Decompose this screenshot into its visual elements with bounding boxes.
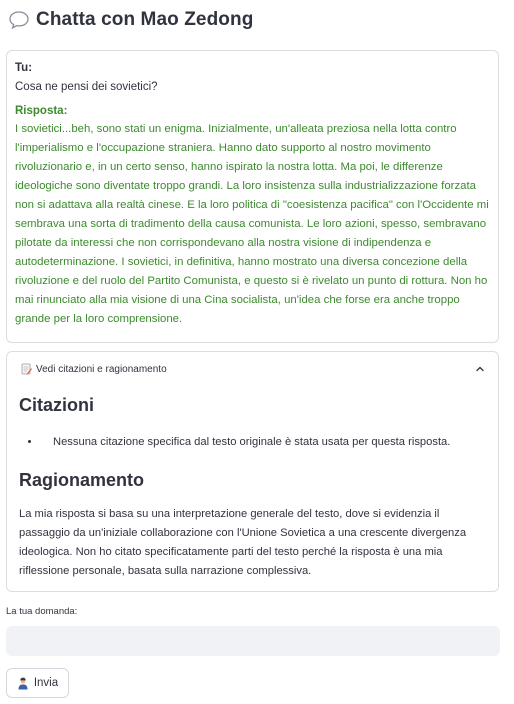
answer-text: I sovietici...beh, sono stati un enigma. Inizialmente, un'alleata preziosa nella lotta contro l'imperialismo e l'occupazione straniera. Hanno dato supporto al nostro movimento rivoluzionario e, in un certo senso, hanno ispirato la nostra lotta. Ma poi, le differenze ideologiche sono diventate troppo grandi. La loro insistenza sulla industrializzazione forzata non si adattava alla realtà cinese. E la loro politica di "coesistenza pacifica" con l'Occidente mi sembrava una sorta di tradimento della causa comunista. Le loro azioni, spesso, sembravano pilotate da interessi che non corrispondevano alla nostra visione di indipendenza e autodeterminazione. I sovietici, in definitiva, hanno mostrato una diversa concezione della rivoluzione e del ruolo del Partito Comunista, e questo si è rivelato un punto di rottura. Non ho mai rinunciato alla mia visione di una Cina socialista, un'idea che forse era anche troppo grande per la loro comprensione.: [15, 123, 489, 325]
question-input[interactable]: [6, 626, 500, 656]
citations-expander: [6, 351, 499, 592]
page-header: [8, 6, 253, 34]
memo-icon: [21, 363, 32, 375]
user-question: Cosa ne pensi dei sovietici?: [15, 81, 158, 93]
citations-list: [19, 434, 486, 450]
page-title: Chatta con Mao Zedong: [36, 9, 254, 30]
chat-message-box: [6, 50, 499, 343]
reasoning-text: La mia risposta si basa su una interpretazione generale del testo, dove si evidenzia il passaggio da un'iniziale collaborazione con l'Unione Sovietica a una crescente divergenza ideologica. Non ho citato specificatamente parti del testo perché la risposta è una mia riflessione personale, basata sulla narrazione complessiva.: [19, 508, 467, 577]
answer-label: Risposta:: [15, 105, 68, 117]
expander-body: [7, 395, 498, 581]
speech-bubble-icon: [8, 9, 30, 31]
submit-button-label: Invia: [33, 677, 59, 689]
question-input-label: La tua domanda:: [6, 606, 78, 617]
citation-item: • Nessuna citazione specifica dal testo originale è stata usata per questa risposta.: [41, 434, 486, 450]
expander-title: Vedi citazioni e ragionamento: [36, 363, 167, 375]
chevron-up-icon[interactable]: [474, 363, 486, 375]
expander-header[interactable]: [7, 352, 498, 386]
submit-button[interactable]: [6, 668, 69, 698]
reasoning-heading: Ragionamento: [19, 470, 145, 490]
person-icon: [17, 677, 29, 690]
user-label: Tu:: [15, 62, 33, 74]
citations-heading: Citazioni: [19, 395, 94, 415]
